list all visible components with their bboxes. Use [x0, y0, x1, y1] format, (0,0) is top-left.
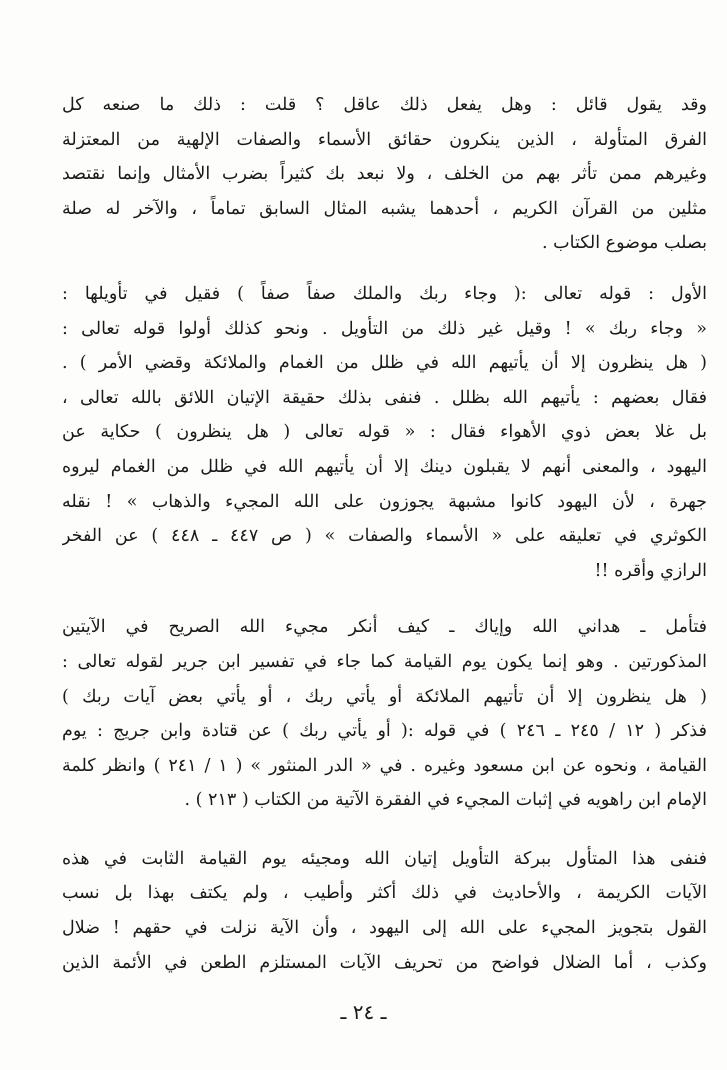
text-line: فذكر ( ١٢ / ٢٤٥ ـ ٢٤٦ ) في قوله :( أو يأتي ربك ) عن قتادة وابن جريج : يوم [62, 721, 707, 742]
text-line: اليهود ، والمعنى أنهم لا يقبلون دينك إلا أن يأتيهم الله في ظلل من الغمام ليروه [62, 456, 707, 477]
text-line: القول بتجويز المجيء على الله إلى اليهود ، وأن الآية نزلت في حقهم ! ضلال [62, 918, 707, 939]
text-line: فقال بعضهم : يأتيهم الله بظلل . فنفى بذلك حقيقة الإتيان اللائق بالله تعالى ، [62, 387, 707, 408]
text-line: الكوثري في تعليقه على « الأسماء والصفات » ( ص ٤٤٧ ـ ٤٤٨ ) عن الفخر [62, 526, 707, 547]
text-line: بصلب موضوع الكتاب . [542, 233, 707, 254]
paragraph-3 [62, 610, 707, 818]
paragraph-4 [62, 842, 707, 980]
text-line: مثلين من القرآن الكريم ، أحدهما يشبه المثال السابق تماماً ، والآخر له صلة [62, 198, 707, 219]
text-line: المذكورتين . وهو إنما يكون يوم القيامة كما جاء في تفسير ابن جرير لقوله تعالى : [62, 651, 707, 672]
text-line: فنفى هذا المتأول ببركة التأويل إتيان الله ومجيئه يوم القيامة الثابت في هذه [62, 848, 707, 869]
text-line: الأول : قوله تعالى :( وجاء ربك والملك صفاً صفاً ) فقيل في تأويلها : [62, 283, 707, 304]
text-line: بل غلا بعض ذوي الأهواء فقال : « قوله تعالى ( هل ينظرون ) حكاية عن [62, 422, 707, 443]
text-line: الفرق المتأولة ، الذين ينكرون حقائق الأسماء والصفات الإلهية من المعتزلة [62, 129, 707, 150]
paragraph-1 [62, 88, 707, 261]
text-line: جهرة ، لأن اليهود كانوا مشبهة يجوزون على الله المجيء والذهاب » ! نقله [62, 491, 707, 512]
text-line: ( هل ينظرون إلا أن تأتيهم الملائكة أو يأتي ربك ، أو يأتي بعض آيات ربك ) [62, 686, 707, 707]
page-body [62, 88, 707, 980]
text-line: الرازي وأقره !! [594, 560, 707, 581]
paragraph-2 [62, 277, 707, 588]
text-line: وكذب ، أما الضلال فواضح من تحريف الآيات المستلزم الطعن في الأئمة الذين [62, 952, 707, 973]
text-line: الإمام ابن راهويه في إثبات المجيء في الفقرة الآتية من الكتاب ( ٢١٣ ) . [184, 790, 707, 811]
text-line: وقد يقول قائل : وهل يفعل ذلك عاقل ؟ قلت : ذلك ما صنعه كل [62, 95, 707, 115]
page-number: ـ ٢٤ ـ [340, 1000, 387, 1024]
text-line: القيامة ، ونحوه عن ابن مسعود وغيره . في « الدر المنثور » ( ١ / ٢٤١ ) وانظر كلمة [62, 755, 707, 776]
text-line: ( هل ينظرون إلا أن يأتيهم الله في ظلل من الغمام والملائكة وقضي الأمر ) . [62, 353, 707, 374]
text-line: فتأمل ـ هداني الله وإياك ـ كيف أنكر مجيء الله الصريح في الآيتين [62, 617, 707, 638]
text-line: وغيرهم ممن تأثر بهم من الخلف ، ولا نبعد بك كثيراً بضرب الأمثال وإنما نقتصد [62, 164, 707, 185]
text-line: الآيات الكريمة ، والأحاديث في ذلك أكثر وأطيب ، ولم يكتف بهذا بل نسب [62, 883, 707, 904]
text-line: « وجاء ربك » ! وقيل غير ذلك من التأويل . ونحو كذلك أولوا قوله تعالى : [62, 318, 707, 339]
